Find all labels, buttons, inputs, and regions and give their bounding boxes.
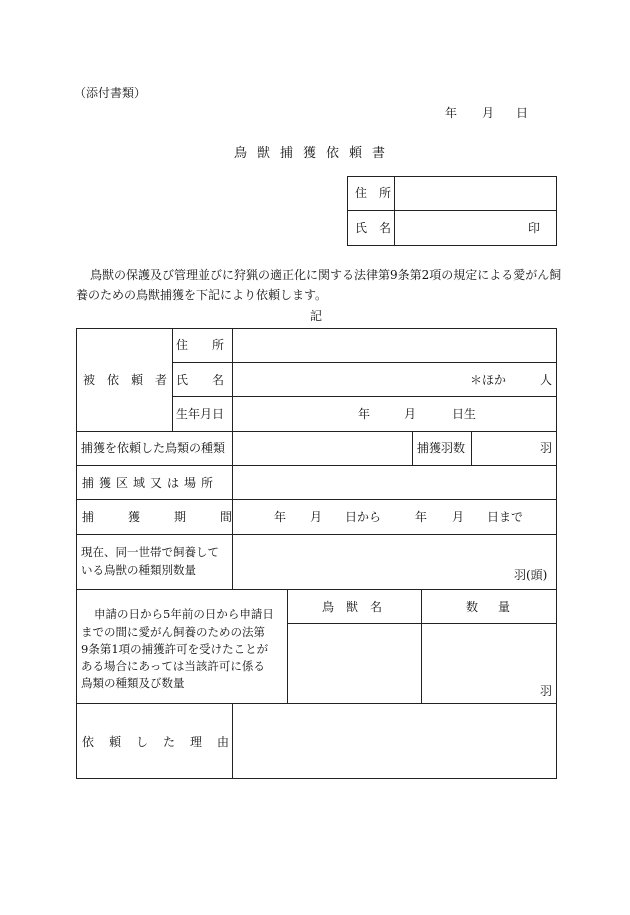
prior-label-line: ある場合にあっては当該許可に係る bbox=[81, 659, 265, 673]
period-start-year: 年 bbox=[274, 510, 287, 524]
requestee-address-field[interactable] bbox=[233, 329, 556, 362]
prior-label-line: 鳥類の種類及び数量 bbox=[81, 676, 185, 690]
species-field[interactable] bbox=[233, 432, 411, 465]
birth-month: 月 bbox=[404, 407, 417, 421]
count-unit: 羽 bbox=[540, 441, 553, 455]
reason-label: 依頼した理由 bbox=[82, 735, 245, 749]
prior-label-line: 申請の日から5年前の日から申請日 bbox=[94, 607, 274, 621]
count-field[interactable] bbox=[472, 432, 532, 465]
body-text-line1: 鳥獣の保護及び管理並びに狩猟の適正化に関する法律第9条第2項の規定による愛がん飼 bbox=[90, 268, 562, 282]
applicant-name-label: 氏 名 bbox=[355, 221, 392, 235]
date-month: 月 bbox=[482, 106, 495, 120]
prior-label-line: までの間に愛がん飼養のための法第 bbox=[81, 625, 265, 639]
current-unit: 羽(頭) bbox=[514, 568, 548, 582]
others-suffix: ＊ほか bbox=[470, 373, 507, 387]
date-year: 年 bbox=[445, 106, 458, 120]
prior-unit: 羽 bbox=[540, 684, 553, 698]
requestee-label: 被依頼者 bbox=[83, 373, 180, 387]
prior-count-field[interactable] bbox=[422, 624, 532, 702]
species-label: 捕獲を依頼した鳥類の種類 bbox=[81, 441, 226, 455]
count-label: 捕獲羽数 bbox=[417, 441, 466, 455]
birth-year: 年 bbox=[358, 407, 371, 421]
seal-mark: 印 bbox=[528, 221, 541, 235]
applicant-address-label: 住 所 bbox=[355, 186, 392, 200]
birth-label: 生年月日 bbox=[176, 407, 225, 421]
period-start-day: 日から bbox=[345, 510, 382, 524]
birth-day: 日生 bbox=[452, 407, 477, 421]
prior-count-header: 数量 bbox=[466, 600, 531, 614]
prior-species-field[interactable] bbox=[288, 624, 420, 702]
prior-label-line: 9条第1項の捕獲許可を受けたことが bbox=[81, 642, 269, 656]
period-end-year: 年 bbox=[415, 510, 428, 524]
period-label: 捕獲期間 bbox=[82, 510, 267, 524]
current-label-line1: 現在、同一世帯で飼養して bbox=[81, 545, 219, 559]
requestee-address-label: 住 所 bbox=[176, 338, 225, 352]
current-label-line2: いる鳥獣の種類別数量 bbox=[81, 563, 196, 577]
ki-marker: 記 bbox=[310, 309, 323, 323]
applicant-address-field[interactable] bbox=[395, 177, 556, 210]
period-end-month: 月 bbox=[452, 510, 465, 524]
body-text-line2: 養のための鳥獣捕獲を下記により依頼します。 bbox=[76, 288, 328, 302]
current-field[interactable] bbox=[233, 535, 503, 589]
period-start-month: 月 bbox=[310, 510, 323, 524]
requestee-name-label: 氏 名 bbox=[176, 373, 225, 387]
person-unit: 人 bbox=[540, 373, 553, 387]
area-label: 捕獲区域又は場所 bbox=[82, 476, 219, 490]
period-end-day: 日まで bbox=[487, 510, 524, 524]
attachment-label: （添付書類） bbox=[74, 86, 147, 100]
applicant-name-field[interactable] bbox=[395, 211, 525, 245]
prior-species-header: 鳥獣名 bbox=[322, 600, 395, 614]
date-day: 日 bbox=[516, 106, 529, 120]
area-field[interactable] bbox=[233, 466, 556, 499]
reason-field[interactable] bbox=[233, 704, 556, 778]
requestee-name-field[interactable] bbox=[233, 363, 463, 396]
page-title: 鳥獣捕獲依頼書 bbox=[234, 146, 396, 161]
